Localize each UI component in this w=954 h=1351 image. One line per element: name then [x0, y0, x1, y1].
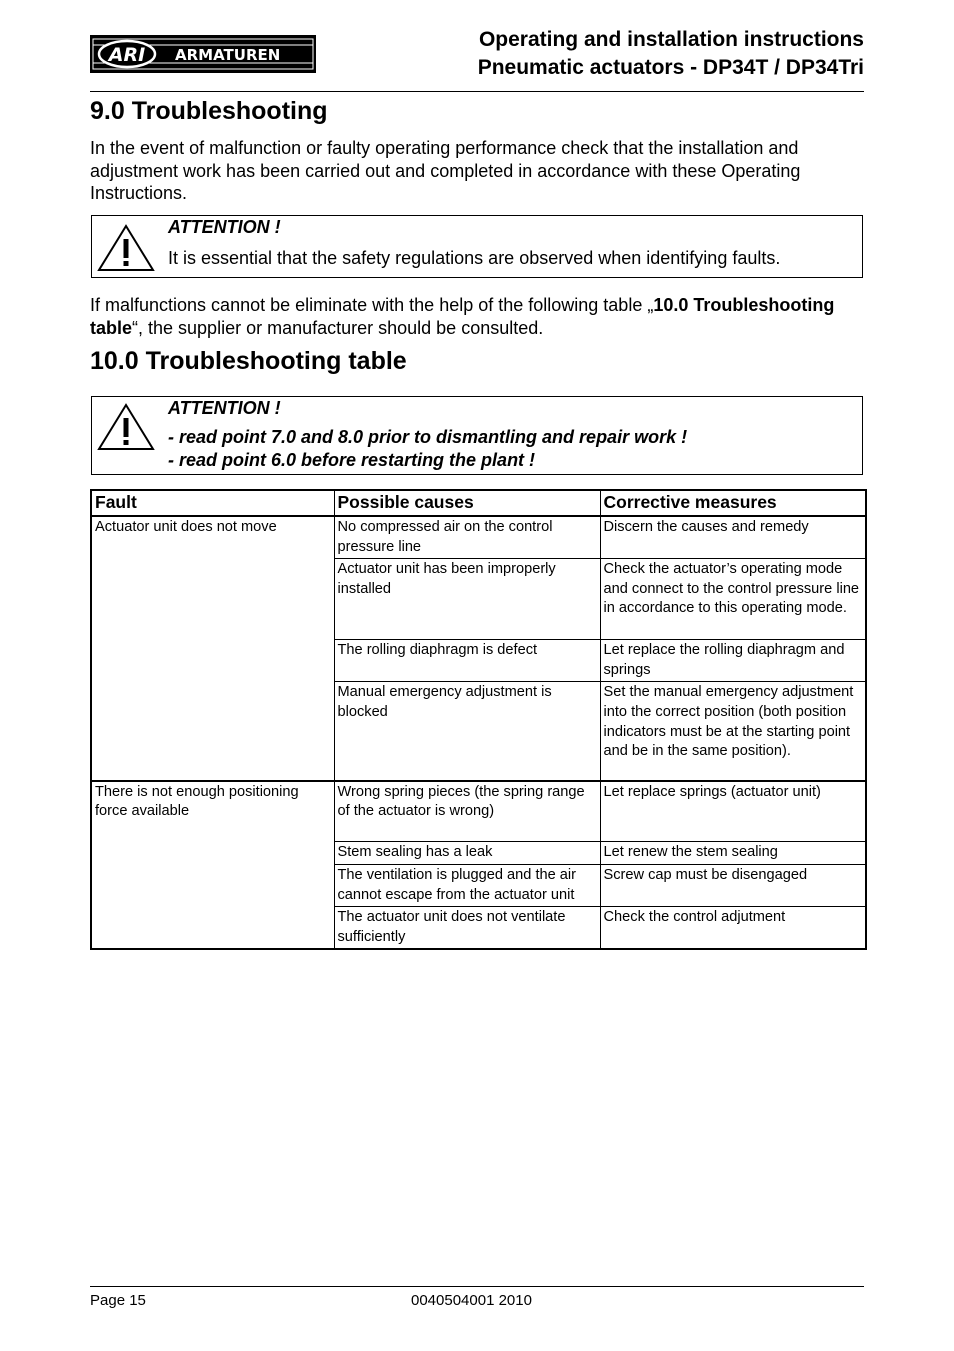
attention-title: ATTENTION !: [168, 398, 281, 418]
troubleshooting-table: [90, 489, 867, 950]
table-reference: 10.0 Troubleshooting table: [90, 295, 835, 338]
attention-box-repair: [91, 396, 863, 475]
attention-lines: [168, 426, 687, 472]
measure-cell: Set the manual emergency adjustment into the correct position (both position indicators must be at the starting point and be in the same position).: [600, 682, 866, 781]
table-row: [91, 781, 866, 842]
cause-cell: Wrong spring pieces (the spring range of the actuator is wrong): [334, 781, 600, 842]
document-title: [478, 26, 864, 82]
intro-paragraph: In the event of malfunction or faulty operating performance check that the installation and adjustment work has been carried out and completed in accordance with these Operating Instructions.: [90, 138, 801, 203]
fault-cell: Actuator unit does not move: [91, 516, 334, 781]
attention-title: ATTENTION !: [168, 217, 281, 237]
measure-cell: Let renew the stem sealing: [600, 842, 866, 865]
section-heading-troubleshooting: 9.0 Troubleshooting: [90, 97, 328, 125]
cause-cell: Actuator unit has been improperly installed: [334, 559, 600, 640]
ari-armaturen-logo: [90, 35, 316, 73]
cause-cell: Manual emergency adjustment is blocked: [334, 682, 600, 781]
attention-box-safety: [91, 215, 863, 278]
measure-cell: Let replace the rolling diaphragm and springs: [600, 640, 866, 682]
header-corrective-measures: Corrective measures: [600, 490, 866, 516]
measure-cell: Let replace springs (actuator unit): [600, 781, 866, 842]
title-line-2: Pneumatic actuators - DP34T / DP34Tri: [477, 56, 864, 79]
svg-text:ARI: ARI: [108, 44, 146, 66]
cause-cell: No compressed air on the control pressure line: [334, 516, 600, 559]
page-number: Page 15: [90, 1292, 146, 1309]
cause-cell: The ventilation is plugged and the air cannot escape from the actuator unit: [334, 864, 600, 906]
section-heading-troubleshooting-table: 10.0 Troubleshooting table: [90, 347, 407, 375]
document-number: 0040504001 2010: [411, 1292, 532, 1309]
measure-cell: Check the actuator’s operating mode and connect to the control pressure line in accordance to this operating mode.: [600, 559, 866, 640]
title-line-1: Operating and installation instructions: [478, 28, 864, 51]
attention-text: It is essential that the safety regulations are observed when identifying faults.: [168, 248, 781, 268]
fault-cell: There is not enough positioning force available: [91, 781, 334, 949]
cause-cell: The rolling diaphragm is defect: [334, 640, 600, 682]
header-divider: [90, 91, 864, 92]
consult-text-end: “, the supplier or manufacturer should be consulted.: [132, 317, 544, 338]
measure-cell: Discern the causes and remedy: [600, 516, 866, 559]
header-fault: Fault: [91, 490, 334, 516]
header-possible-causes: Possible causes: [334, 490, 600, 516]
measure-cell: Check the control adjutment: [600, 907, 866, 950]
attention-line-1: - read point 7.0 and 8.0 prior to dismantling and repair work !: [168, 427, 688, 447]
warning-triangle-icon: [97, 224, 155, 272]
footer-divider: [90, 1286, 864, 1287]
consult-text-start: If malfunctions cannot be eliminate with the help of the following table „: [90, 295, 654, 315]
attention-line-2: - read point 6.0 before restarting the plant !: [168, 450, 536, 470]
warning-triangle-icon: [97, 403, 155, 451]
consult-paragraph: [90, 294, 865, 339]
cause-cell: The actuator unit does not ventilate sufficiently: [334, 907, 600, 950]
table-header-row: [91, 490, 866, 516]
cause-cell: Stem sealing has a leak: [334, 842, 600, 865]
table-row: [91, 516, 866, 559]
measure-cell: Screw cap must be disengaged: [600, 864, 866, 906]
svg-text:ARMATUREN: ARMATUREN: [175, 46, 281, 64]
